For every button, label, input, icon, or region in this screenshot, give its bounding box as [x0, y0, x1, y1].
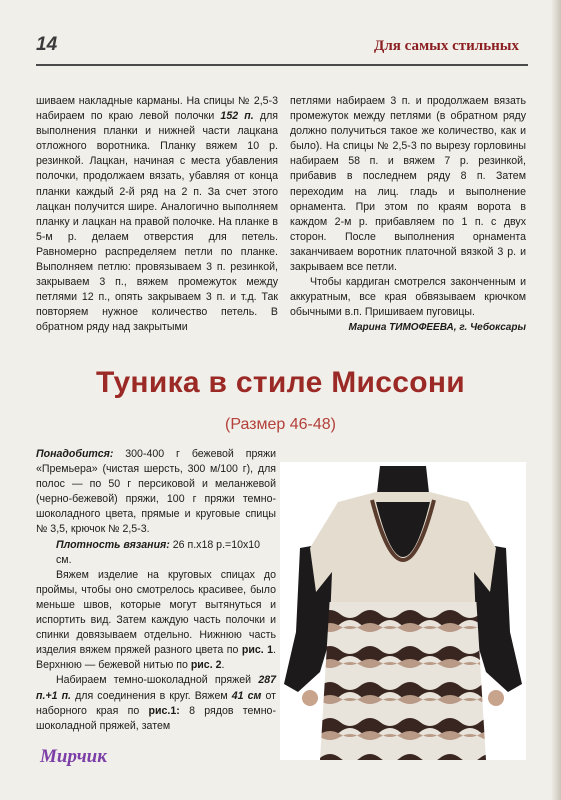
figure-ref-1: рис. 1: [241, 644, 274, 657]
right-hand: [488, 690, 504, 706]
density-paragraph: Плотность вязания: 26 п.х18 р.=10х10 см.: [56, 538, 261, 566]
right-paragraph-2: Чтобы кардиган смотрелся законченным и аккуратным, все края обвязываем крючком обычными в.п. Пришиваем пуговицы.: [290, 276, 526, 319]
materials-label: Понадобится:: [36, 448, 114, 460]
left-hand: [302, 690, 318, 706]
knitting-paragraph: Вяжем изделие на круговых спицах до проймы, чтобы оно смотрелось красивее, было меньше швов, которые могут вытянуться и испортить вид. Затем каждую часть полочки и спинки довязываем отдельно. Нижнюю часть изделия вяжем пряжей разного цвета по рис. 1. Верхнюю — бежевой нитью по рис. 2.: [36, 568, 276, 672]
right-paragraph-1: петлями набираем 3 п. и продолжаем вязать промежуток между петлями (в обратном ряду должно получиться такое же количество, как и было). На спицы № 2,5-3 по вырезу горловины набираем 58 п. и вяжем 7 р. резинкой, прибавив в последнем ряду 8 п. Затем переходим на лиц. гладь и выполнение орнамента. При этом по краям ворота в каждом 2-м р. прибавляем по 1 п. с двух сторон. После выполнения орнамента заканчиваем воротник платочной вязкой 3 р. и закрываем все петли.: [290, 95, 526, 274]
page-number: 14: [36, 34, 58, 55]
page-edge: [551, 0, 561, 800]
section-title: Для самых стильных: [374, 38, 519, 54]
article-subtitle: (Размер 46-48): [224, 416, 336, 433]
signature-watermark: Мирчик: [40, 746, 107, 767]
figure-ref-2: рис. 2: [190, 659, 222, 672]
tunic-photo: [280, 462, 526, 760]
stitch-count: 152 п.: [220, 110, 254, 123]
left-paragraph: шиваем накладные карманы. На спицы № 2,5-3 набираем по краю левой полочки 152 п. для выполнения планки и нижней части лацкана отложного воротника. Планку вяжем 10 р. резинкой. Лацкан, начиная с места убавления полочки, продолжаем вязать, убавляя от конца планки каждый 2-й ряд на 2 п. За счет этого лацкан получится шире. Аналогично выполняем планку и лацкан на правой полочке. На планке в 5-м р. делаем отверстия для петель. Равномерно распределяем петли по планке. Выполняем петлю: провязываем 3 п. резинкой, закрываем 3 п., вяжем промежуток между петлями 12 п., опять закрываем 3 п. и т.д. Так повторяем нужное количество петель. В обратном ряду над закрытыми: [36, 95, 278, 334]
article-body: [36, 447, 276, 734]
cast-on-paragraph: Набираем темно-шоколадной пряжей 287 п.+1 п. для соединения в круг. Вяжем 41 см от наборного края по рис.1: 8 рядов темно-шоколадной пряжей, затем: [36, 674, 276, 732]
left-column: [36, 94, 278, 336]
materials-paragraph: Понадобится: 300-400 г бежевой пряжи «Премьера» (чистая шерсть, 300 м/100 г), для полос — по 50 г персиковой и меланжевой (черно-бежевой) пряжи, 100 г пряжи темно-шоколадного цвета, прямые и круговые спицы № 3,5, крючок № 2,5-3.: [36, 448, 276, 536]
density-label: Плотность вязания:: [56, 538, 170, 551]
author-credit: Марина ТИМОФЕЕВА, г. Чебоксары: [348, 322, 526, 334]
right-column: [290, 94, 526, 336]
article-title: Туника в стиле Миссони: [95, 366, 466, 399]
header-rule: [36, 64, 528, 66]
